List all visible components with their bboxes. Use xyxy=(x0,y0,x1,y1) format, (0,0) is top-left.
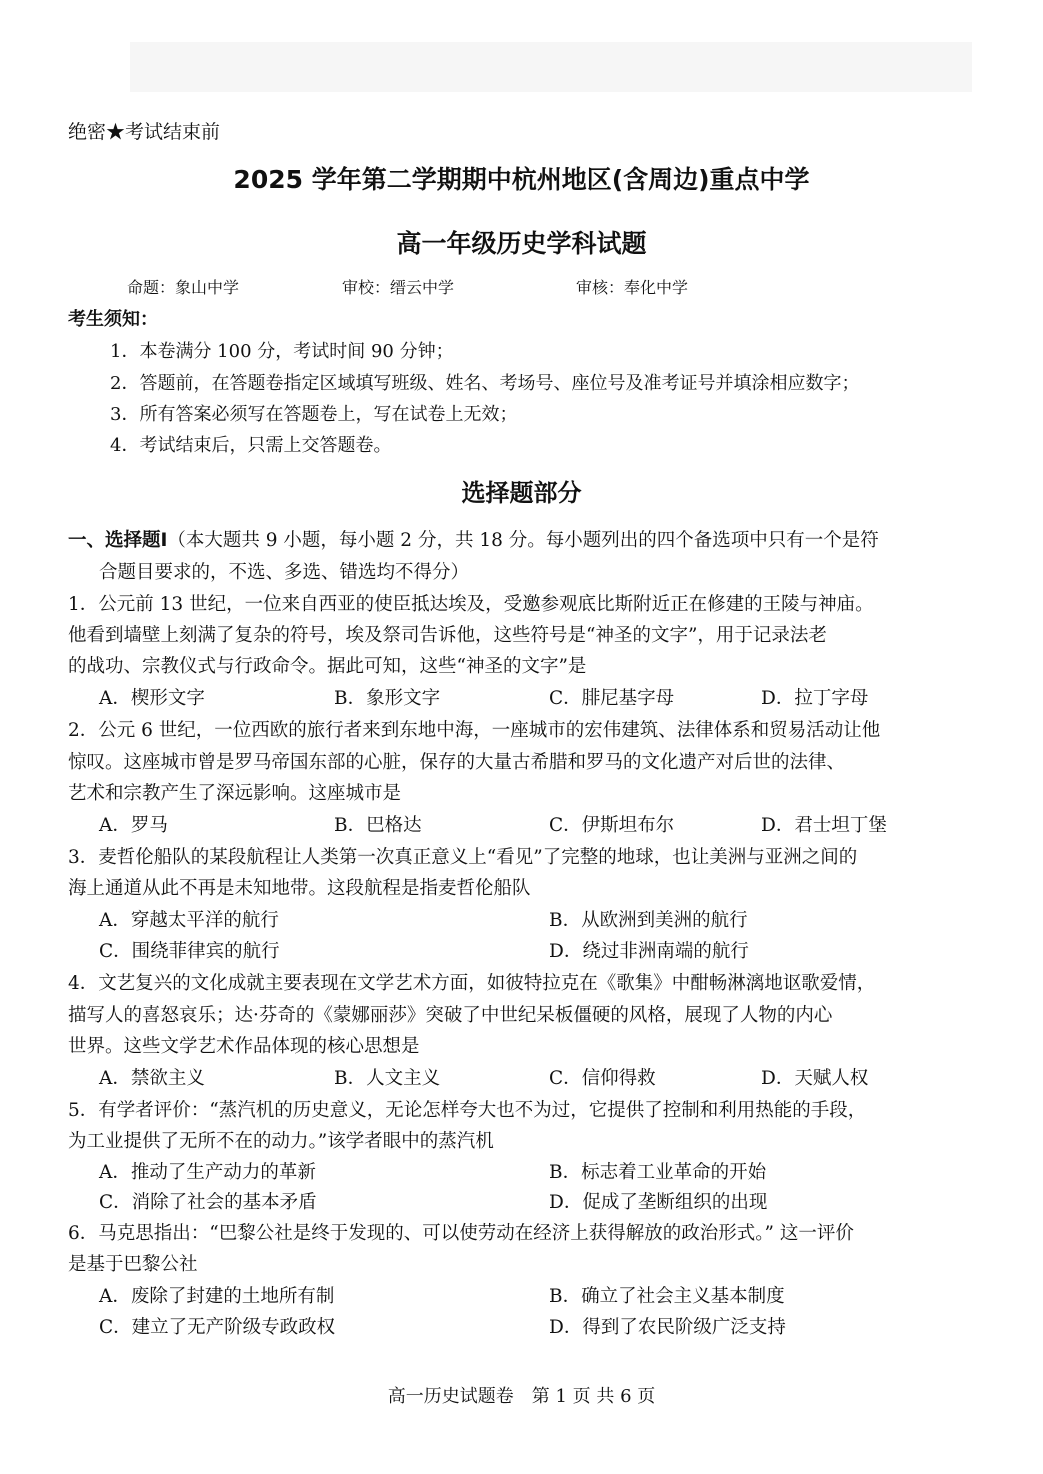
question-5-option-c: C．消除了社会的基本矛盾 xyxy=(99,1192,317,1213)
exam-title-line2: 高一年级历史学科试题 xyxy=(396,229,647,258)
notice-item: 2．答题前，在答题卷指定区域填写班级、姓名、考场号、座位号及准考证号并填涂相应数字； xyxy=(110,373,860,394)
question-1-option-a: A．楔形文字 xyxy=(99,688,205,709)
notice-heading: 考生须知： xyxy=(68,309,158,330)
question-2-line: 2．公元 6 世纪，一位西欧的旅行者来到东地中海，一座城市的宏伟建筑、法律体系和贸易活动让他 xyxy=(68,720,881,741)
question-6-option-b: B．确立了社会主义基本制度 xyxy=(549,1286,785,1307)
question-6-option-c: C．建立了无产阶级专政政权 xyxy=(99,1317,336,1338)
scan-top-band xyxy=(130,42,972,92)
question-1-option-b: B．象形文字 xyxy=(334,688,441,709)
question-2-option-c: C．伊斯坦布尔 xyxy=(549,815,675,836)
question-3-option-d: D．绕过非洲南端的航行 xyxy=(549,941,749,962)
notice-item: 4．考试结束后，只需上交答题卷。 xyxy=(110,435,392,456)
question-5-option-d: D．促成了垄断组织的出现 xyxy=(549,1192,768,1213)
question-1-line: 的战功、宗教仪式与行政命令。据此可知，这些“神圣的文字”是 xyxy=(68,656,587,677)
part1-intro xyxy=(68,526,879,552)
question-4-line: 世界。这些文学艺术作品体现的核心思想是 xyxy=(68,1036,420,1057)
question-5-option-a: A．推动了生产动力的革新 xyxy=(99,1162,316,1183)
notice-item: 3．所有答案必须写在答题卷上，写在试卷上无效； xyxy=(110,404,518,425)
page-footer: 高一历史试题卷 第 1 页 共 6 页 xyxy=(387,1386,656,1407)
question-4-option-b: B．人文主义 xyxy=(334,1068,441,1089)
question-4-option-d: D．天赋人权 xyxy=(761,1068,869,1089)
question-1-option-d: D．拉丁字母 xyxy=(761,688,869,709)
question-6-line: 6．马克思指出：“巴黎公社是终于发现的、可以使劳动在经济上获得解放的政治形式。” 这一评价 xyxy=(68,1223,854,1244)
notice-item: 1．本卷满分 100 分，考试时间 90 分钟； xyxy=(110,341,454,362)
question-1-option-c: C．腓尼基字母 xyxy=(549,688,675,709)
question-4-line: 4．文艺复兴的文化成就主要表现在文学艺术方面，如彼特拉克在《歌集》中酣畅淋漓地讴歌爱情， xyxy=(68,973,876,994)
question-3-option-c: C．围绕菲律宾的航行 xyxy=(99,941,280,962)
question-5-line: 为工业提供了无所不在的动力。”该学者眼中的蒸汽机 xyxy=(68,1131,494,1152)
section-title: 选择题部分 xyxy=(461,479,582,507)
credit-proofreader: 审校：缙云中学 xyxy=(342,278,455,297)
question-5-option-b: B．标志着工业革命的开始 xyxy=(549,1162,767,1183)
confidential-mark: 绝密★考试结束前 xyxy=(68,121,221,143)
question-1-line: 他看到墙壁上刻满了复杂的符号，埃及祭司告诉他，这些符号是“神圣的文字”，用于记录法老 xyxy=(68,625,827,646)
question-1-line: 1．公元前 13 世纪，一位来自西亚的使臣抵达埃及，受邀参观底比斯附近正在修建的王陵与神庙。 xyxy=(68,594,874,615)
question-2-option-a: A．罗马 xyxy=(99,815,168,836)
credit-reviewer: 审核：奉化中学 xyxy=(576,278,689,297)
question-2-line: 惊叹。这座城市曾是罗马帝国东部的心脏，保存的大量古希腊和罗马的文化遗产对后世的法律、 xyxy=(68,752,846,773)
question-2-line: 艺术和宗教产生了深远影响。这座城市是 xyxy=(68,783,402,804)
question-4-option-a: A．禁欲主义 xyxy=(99,1068,205,1089)
part1-label: 一、选择题Ⅰ xyxy=(68,530,168,551)
part1-intro-text: （本大题共 9 小题，每小题 2 分，共 18 分。每小题列出的四个备选项中只有一个是符 xyxy=(167,530,879,551)
credit-author: 命题：象山中学 xyxy=(127,278,240,297)
question-4-line: 描写人的喜怒哀乐；达·芬奇的《蒙娜丽莎》突破了中世纪呆板僵硬的风格，展现了人物的内心 xyxy=(68,1005,833,1026)
question-6-line: 是基于巴黎公社 xyxy=(68,1254,198,1275)
question-6-option-d: D．得到了农民阶级广泛支持 xyxy=(549,1317,786,1338)
question-2-option-d: D．君士坦丁堡 xyxy=(761,815,887,836)
question-3-option-a: A．穿越太平洋的航行 xyxy=(99,910,279,931)
question-5-line: 5．有学者评价：“蒸汽机的历史意义，无论怎样夸大也不为过，它提供了控制和利用热能的手段， xyxy=(68,1100,867,1121)
question-3-line: 3．麦哲伦船队的某段航程让人类第一次真正意义上“看见”了完整的地球，也让美洲与亚洲之间的 xyxy=(68,847,858,868)
question-3-option-b: B．从欧洲到美洲的航行 xyxy=(549,910,748,931)
question-4-option-c: C．信仰得救 xyxy=(549,1068,656,1089)
part1-intro-line2: 合题目要求的，不选、多选、错选均不得分） xyxy=(99,562,470,583)
question-6-option-a: A．废除了封建的土地所有制 xyxy=(99,1286,335,1307)
question-3-line: 海上通道从此不再是未知地带。这段航程是指麦哲伦船队 xyxy=(68,878,531,899)
exam-title-line1: 2025 学年第二学期期中杭州地区(含周边)重点中学 xyxy=(233,165,810,194)
question-2-option-b: B．巴格达 xyxy=(334,815,422,836)
